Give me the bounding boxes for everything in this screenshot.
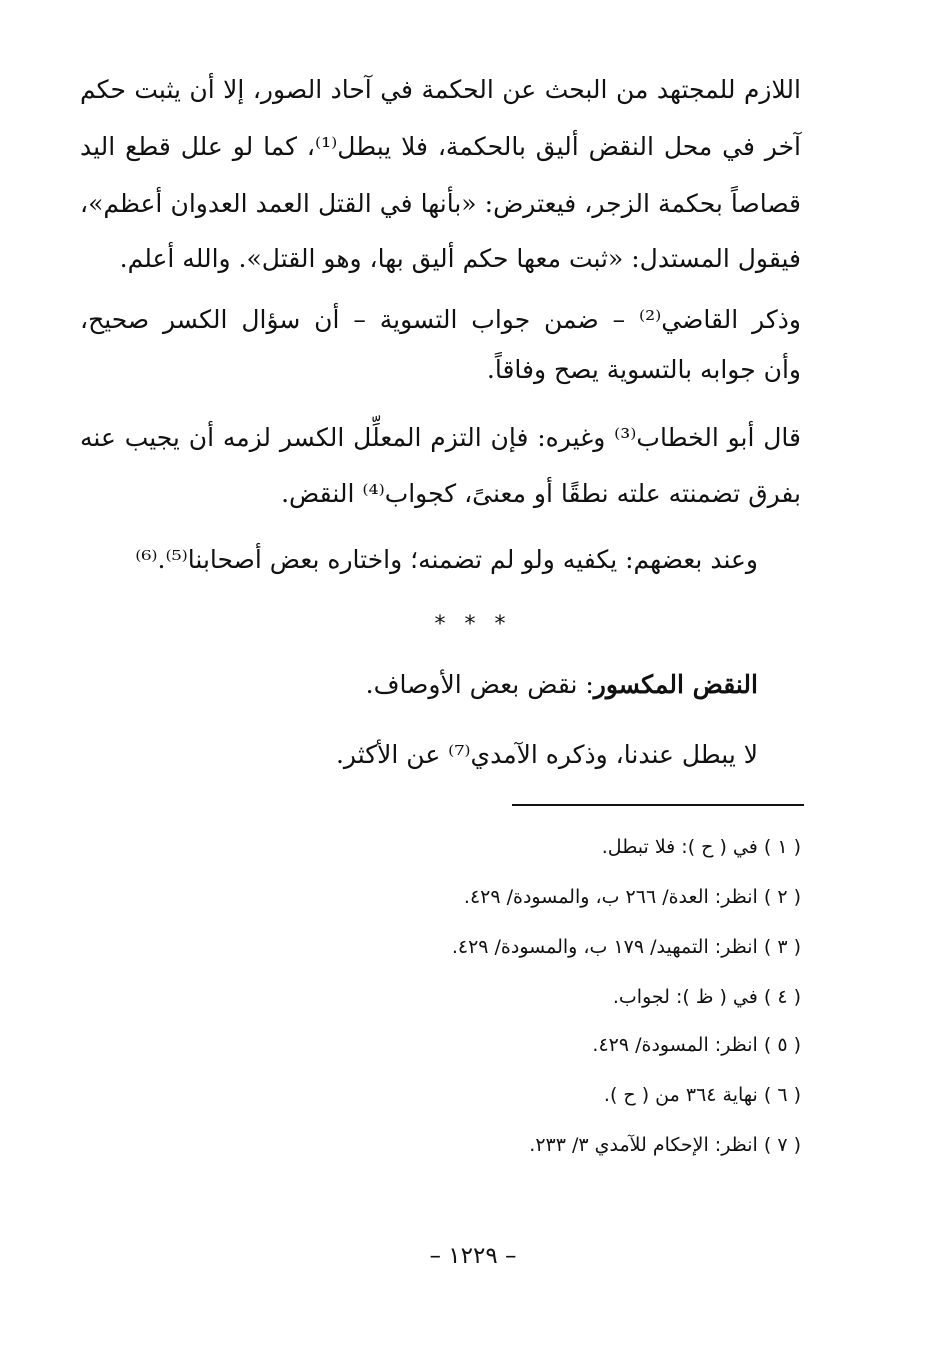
footnote-7: ( ٧ ) انظر: الإحكام للآمدي ٣/ ٢٣٣. (529, 1134, 801, 1156)
heading-definition: : نقض بعض الأوصاف. (365, 670, 594, 699)
footnote-2: ( ٢ ) انظر: العدة/ ٢٦٦ ب، والمسودة/ ٤٢٩. (463, 886, 801, 908)
paragraph-1-line-3: قصاصاً بحكمة الزجر، فيعترض: «بأنها في القتل العمد العدوان أعظم»، (80, 189, 801, 218)
section-heading (366, 665, 758, 705)
heading-term: النقض المكسور (593, 670, 758, 699)
paragraph-1-line-4: فيقول المستدل: «ثبت معها حكم أليق بها، وهو القتل». والله أعلم. (119, 244, 801, 273)
footnote-3: ( ٣ ) انظر: التمهيد/ ١٧٩ ب، والمسودة/ ٤٢٩. (451, 936, 801, 958)
paragraph-3-line-1: قال أبو الخطاب⁽³⁾ وغيره: فإن التزم المعلِّل الكسر لزمه أن يجيب عنه (80, 423, 801, 452)
footnote-5: ( ٥ ) انظر: المسودة/ ٤٢٩. (592, 1034, 801, 1056)
footnote-divider (512, 804, 804, 806)
paragraph-2-line-2: وأن جوابه بالتسوية يصح وفاقاً. (486, 355, 801, 384)
paragraph-1-line-1: اللازم للمجتهد من البحث عن الحكمة في آحاد الصور، إلا أن يثبت حكم (80, 75, 801, 104)
footnote-1: ( ١ ) في ( ح ): فلا تبطل. (601, 836, 801, 858)
section-separator: * * * (434, 612, 512, 637)
page-number: – ١٢٢٩ – (429, 1243, 517, 1269)
footnote-4: ( ٤ ) في ( ظ ): لجواب. (612, 986, 801, 1008)
paragraph-4: وعند بعضهم: يكفيه ولو لم تضمنه؛ واختاره بعض أصحابنا⁽⁵⁾.⁽⁶⁾ (135, 545, 758, 574)
paragraph-5: لا يبطل عندنا، وذكره الآمدي⁽⁷⁾ عن الأكثر. (335, 740, 758, 769)
paragraph-2-line-1: وذكر القاضي⁽²⁾ – ضمن جواب التسوية – أن سؤال الكسر صحيح، (80, 305, 801, 334)
footnote-6: ( ٦ ) نهاية ٣٦٤ من ( ح ). (603, 1084, 801, 1106)
paragraph-1-line-2: آخر في محل النقض أليق بالحكمة، فلا يبطل⁽¹⁾، كما لو علل قطع اليد (80, 132, 801, 161)
paragraph-3-line-2: بفرق تضمنته علته نطقًا أو معنىً، كجواب⁽⁴⁾ النقض. (281, 479, 801, 508)
